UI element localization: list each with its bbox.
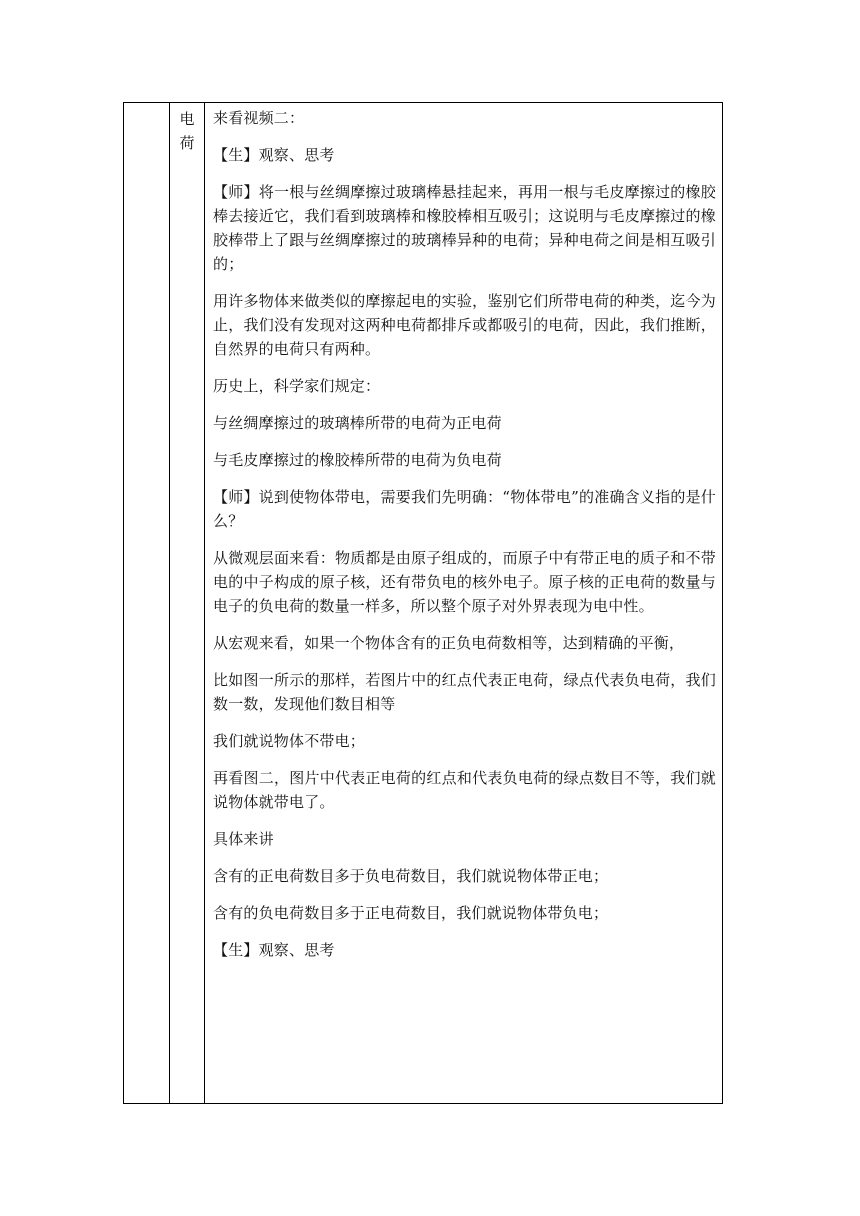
section-label-cell <box>170 103 205 1104</box>
paragraph-teacher-question: 【师】说到使物体带电，需要我们先明确：“物体带电”的准确含义指的是什么？ <box>213 488 716 530</box>
paragraph-video-intro: 来看视频二： <box>213 109 305 127</box>
paragraph-student-observe-2: 【生】观察、思考 <box>213 941 335 959</box>
paragraph-neutral: 我们就说物体不带电； <box>213 732 366 750</box>
paragraph-history: 历史上，科学家们规定： <box>213 377 381 395</box>
lesson-table <box>123 102 723 1104</box>
paragraph-specifically: 具体来讲 <box>213 830 274 848</box>
paragraph-figure-two: 再看图二，图片中代表正电荷的红点和代表负电荷的绿点数目不等，我们就说物体就带电了。 <box>213 769 716 811</box>
paragraph-macroscopic: 从宏观来看，如果一个物体含有的正负电荷数相等，达到精确的平衡， <box>213 634 685 652</box>
paragraph-student-observe: 【生】观察、思考 <box>213 146 335 164</box>
paragraph-negative-charged: 含有的负电荷数目多于正电荷数目，我们就说物体带负电； <box>213 904 609 922</box>
paragraph-teacher-experiment: 【师】将一根与丝绸摩擦过玻璃棒悬挂起来，再用一根与毛皮摩擦过的橡胶棒去接近它，我们看到玻璃棒和橡胶棒相互吸引；这说明与毛皮摩擦过的橡胶棒带上了跟与丝绸摩擦过的玻璃棒异种的电荷；异种电荷之间是相互吸引的； <box>213 183 716 273</box>
paragraph-two-charges: 用许多物体来做类似的摩擦起电的实验，鉴别它们所带电荷的种类，迄今为止，我们没有发现对这两种电荷都排斥或都吸引的电荷，因此，我们推断，自然界的电荷只有两种。 <box>213 292 716 358</box>
table-row <box>124 103 723 1104</box>
paragraph-microscopic: 从微观层面来看：物质都是由原子组成的，而原子中有带正电的质子和不带电的中子构成的原子核，还有带负电的核外电子。原子核的正电荷的数量与电子的负电荷的数量一样多，所以整个原子对外界表现为电中性。 <box>213 549 716 615</box>
paragraph-positive-charged: 含有的正电荷数目多于负电荷数目，我们就说物体带正电； <box>213 867 609 885</box>
section-label-char: 荷 <box>179 134 195 152</box>
paragraph-negative-def: 与毛皮摩擦过的橡胶棒所带的电荷为负电荷 <box>213 451 502 469</box>
paragraph-figure-one: 比如图一所示的那样，若图片中的红点代表正电荷，绿点代表负电荷，我们数一数，发现他们数目相等 <box>213 671 716 713</box>
section-label <box>170 103 204 155</box>
section-label-char: 电 <box>179 110 195 128</box>
empty-stage-cell <box>124 103 170 1104</box>
paragraph-positive-def: 与丝绸摩擦过的玻璃棒所带的电荷为正电荷 <box>213 414 502 432</box>
lesson-content <box>205 103 722 962</box>
content-cell <box>205 103 723 1104</box>
